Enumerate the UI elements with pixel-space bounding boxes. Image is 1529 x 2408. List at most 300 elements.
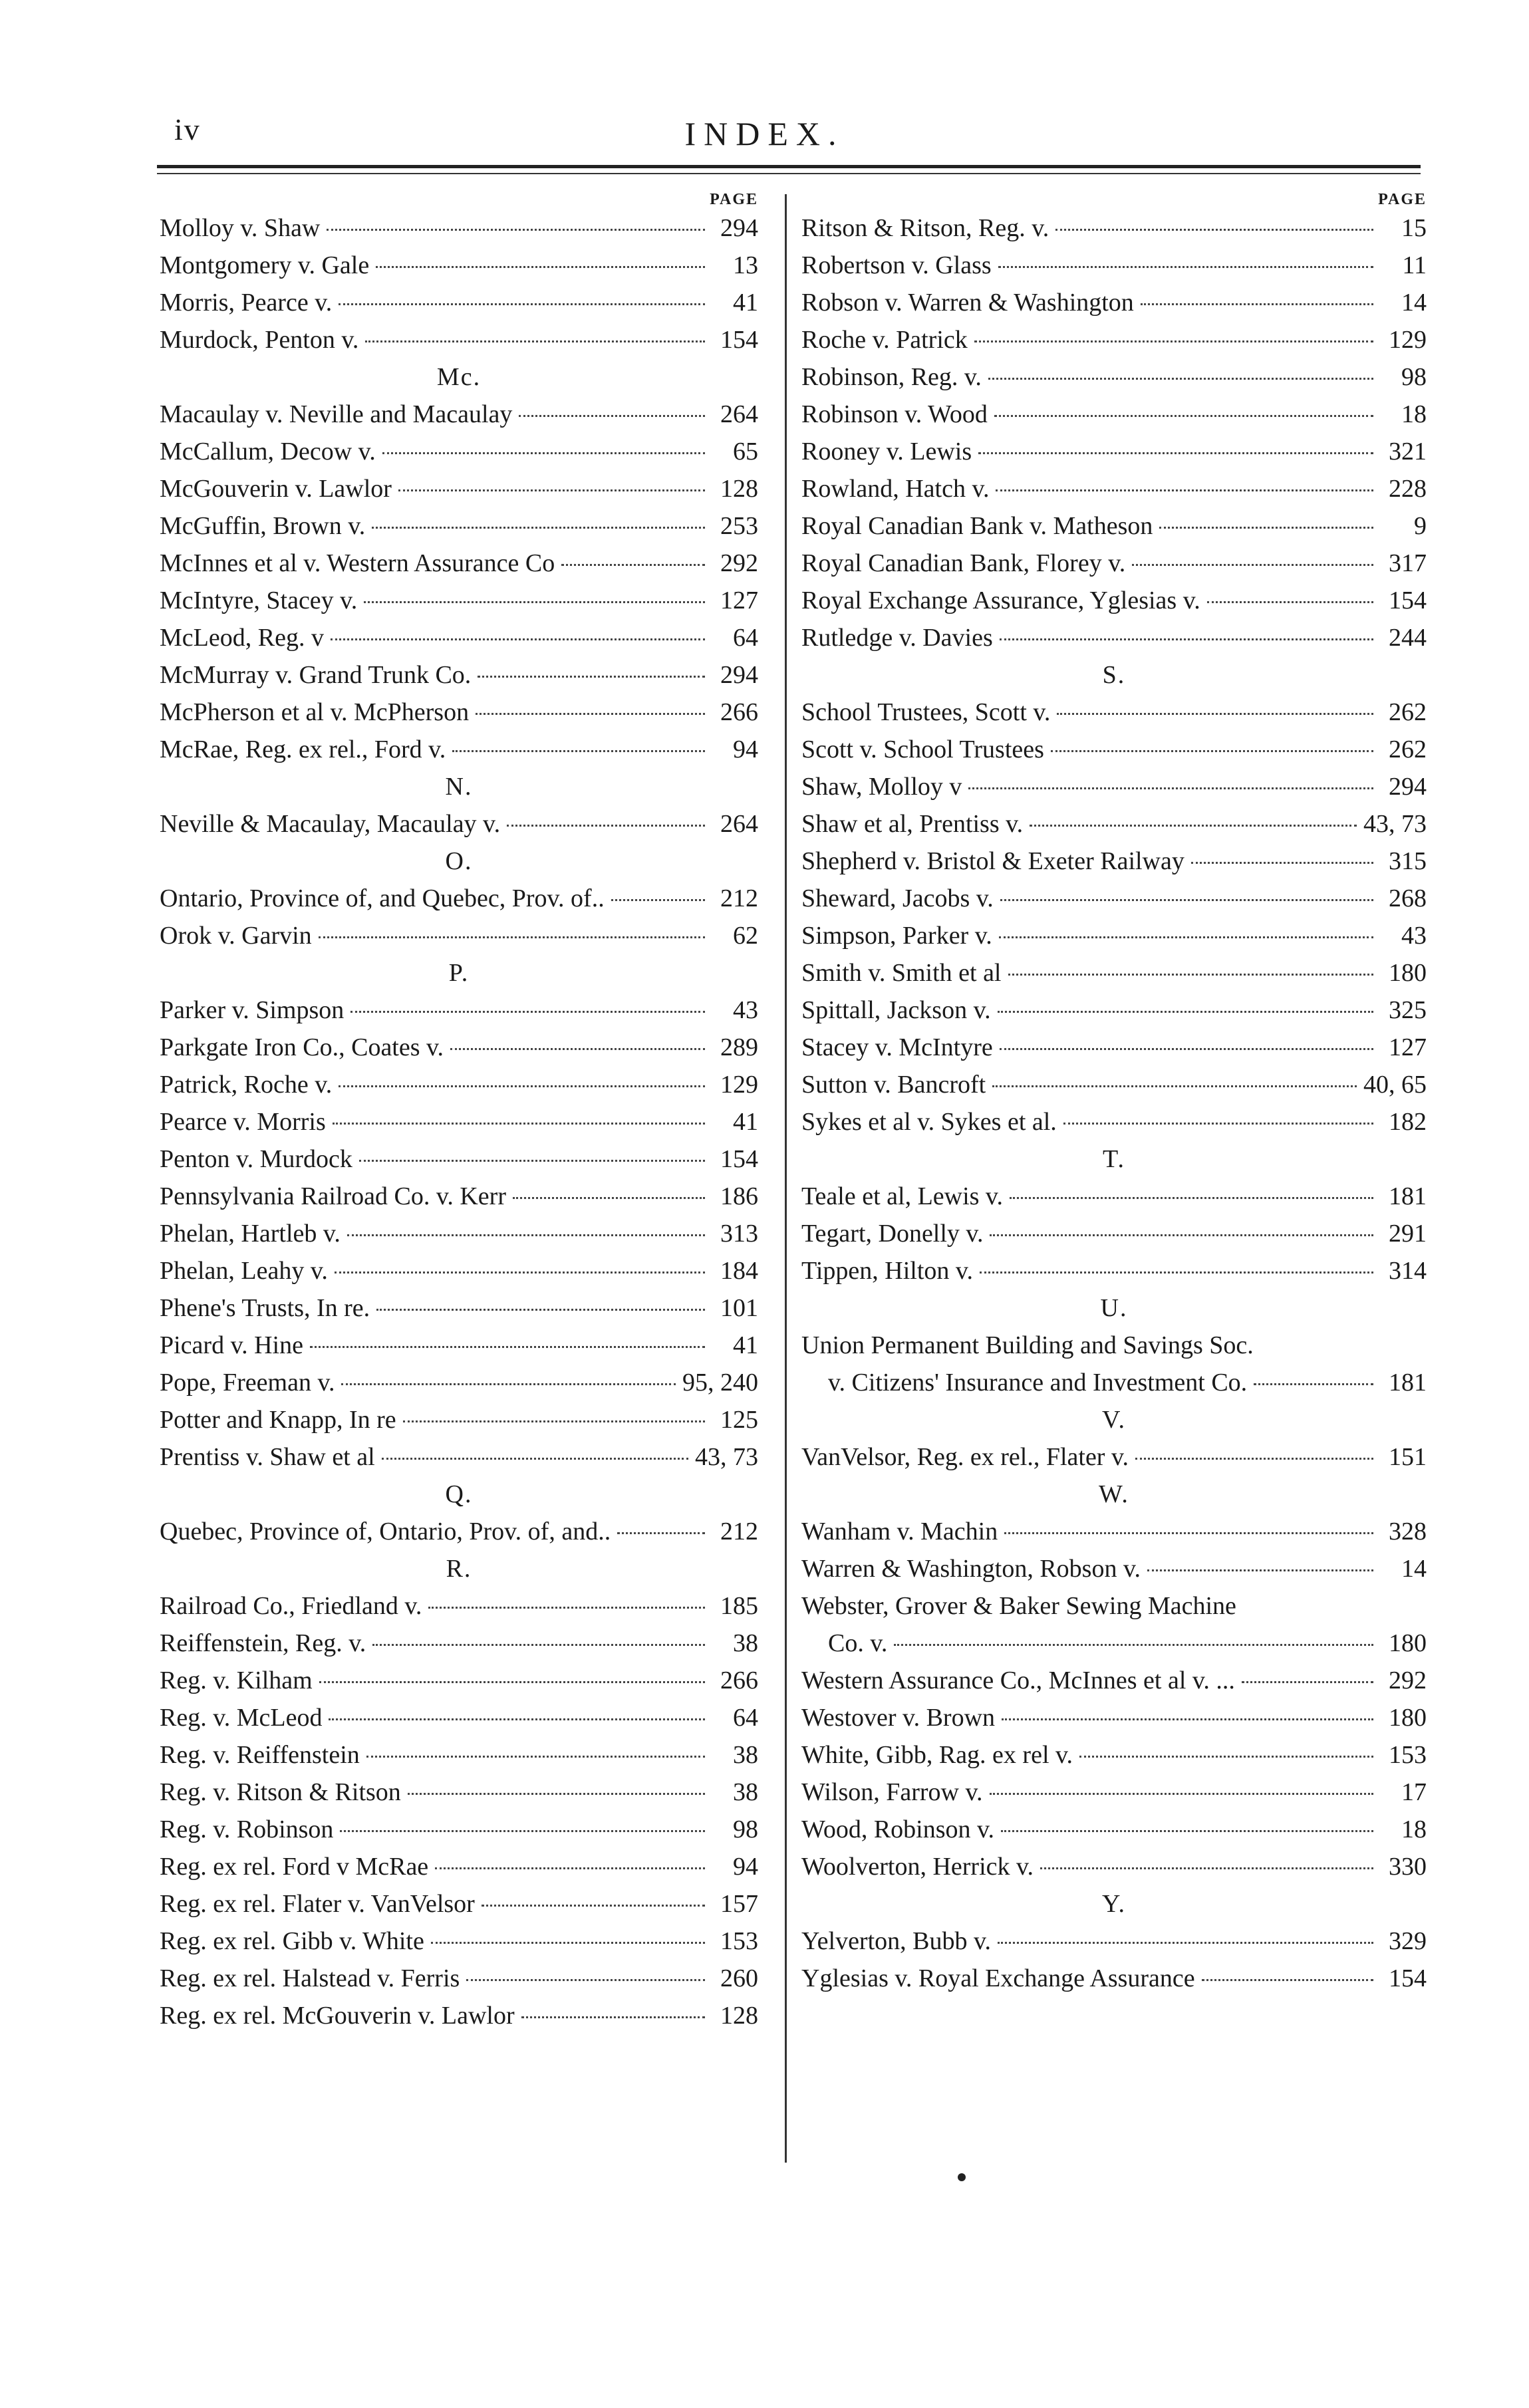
page-column-label: PAGE [710,191,758,208]
entry-page-number: 253 [720,512,758,540]
dot-leader [408,1793,705,1795]
left-index-list [160,209,758,2034]
index-entry [160,1625,758,1662]
dot-leader [376,1309,705,1311]
dot-leader [319,1681,705,1683]
index-entry [801,1252,1427,1289]
index-entry [801,917,1427,954]
entry-page-number: 157 [720,1890,758,1918]
index-entry [160,1029,758,1066]
entry-page-number: 9 [1414,512,1427,540]
dot-leader [1159,527,1373,529]
entry-case-name: Reg. ex rel. McGouverin v. Lawlor [160,2002,515,2030]
dot-leader [347,1234,705,1236]
index-entry [160,619,758,656]
dot-leader [476,713,705,715]
entry-case-name: Robinson, Reg. v. [801,363,982,391]
entry-page-number: 98 [1401,363,1427,391]
entry-case-name: Parker v. Simpson [160,996,345,1024]
entry-case-name: Railroad Co., Friedland v. [160,1592,422,1620]
dot-leader [335,1271,705,1273]
entry-case-name: Quebec, Province of, Ontario, Prov. of, and.. [160,1518,611,1545]
entry-case-name: Reg. v. Kilham [160,1667,313,1694]
entry-case-name: Reg. ex rel. Halstead v. Ferris [160,1964,460,1992]
dot-leader [452,750,705,752]
index-entry [160,1364,758,1401]
dot-leader [1132,564,1373,566]
header-rule-thick [157,165,1421,168]
dot-leader [466,1979,705,1981]
index-entry [801,1736,1427,1774]
index-entry [801,1215,1427,1252]
index-entry [160,1289,758,1327]
dot-leader [382,452,705,454]
index-entry [801,358,1427,396]
entry-case-name: Shaw, Molloy v [801,773,962,801]
entry-page-number: 94 [733,1853,758,1881]
dot-leader [382,1458,688,1460]
section-heading: S. [1102,661,1126,689]
index-entry [160,247,758,284]
entry-case-name: Roche v. Patrick [801,326,968,354]
page-title: INDEX. [684,115,845,152]
entry-page-number: 289 [720,1033,758,1061]
entry-page-number: 127 [720,587,758,614]
entry-page-number: 262 [1389,698,1427,726]
entry-case-name: Tegart, Donelly v. [801,1220,984,1248]
dot-leader [994,415,1373,417]
entry-case-name: VanVelsor, Reg. ex rel., Flater v. [801,1443,1129,1471]
dot-leader [968,787,1373,789]
entry-case-name: Shepherd v. Bristol & Exeter Railway [801,847,1184,875]
index-entry [801,1550,1427,1587]
entry-case-name: Smith v. Smith et al [801,959,1002,987]
index-entry [801,396,1427,433]
entry-case-name: Robinson v. Wood [801,400,988,428]
entry-page-number: 43 [733,996,758,1024]
entry-case-name: Pope, Freeman v. [160,1369,335,1397]
entry-case-name: Macaulay v. Neville and Macaulay [160,400,513,428]
entry-page-number: 40, 65 [1363,1071,1427,1099]
index-entry [160,1401,758,1438]
dot-leader [431,1942,705,1944]
index-entry [160,433,758,470]
index-entry [160,1327,758,1364]
index-entry [801,1811,1427,1848]
index-entry [160,694,758,731]
dot-leader [478,676,705,678]
index-entry [801,731,1427,768]
entry-case-name: Woolverton, Herrick v. [801,1853,1034,1881]
entry-case-name: Reg. ex rel. Ford v McRae [160,1853,429,1881]
index-entry [801,694,1427,731]
dot-leader [376,266,705,268]
entry-case-name: Royal Canadian Bank v. Matheson [801,512,1153,540]
entry-case-name: Royal Canadian Bank, Florey v. [801,549,1126,577]
dot-leader [1002,1718,1373,1720]
index-entry [160,880,758,917]
entry-case-name: Webster, Grover & Baker Sewing Machine [801,1592,1236,1620]
entry-page-number: 154 [1389,1964,1427,1992]
entry-page-number: 260 [720,1964,758,1992]
dot-leader [310,1346,705,1348]
entry-case-name: Sykes et al v. Sykes et al. [801,1108,1057,1136]
dot-leader [428,1607,705,1609]
dot-leader [1141,303,1373,305]
dot-leader [339,303,705,305]
dot-leader [359,1160,705,1162]
entry-case-name: McIntyre, Stacey v. [160,587,358,614]
index-entry [160,1438,758,1476]
index-entry [160,1662,758,1699]
entry-page-number: 266 [720,698,758,726]
entry-case-name: Reg. v. Reiffenstein [160,1741,360,1769]
entry-page-number: 294 [720,661,758,689]
index-entry [801,992,1427,1029]
dot-leader [365,340,705,342]
index-entry [160,656,758,694]
section-heading: Y. [1101,1890,1127,1918]
entry-case-name: Rooney v. Lewis [801,438,972,466]
dot-leader [1000,899,1373,901]
entry-page-number: 14 [1401,1555,1427,1583]
index-entry [160,992,758,1029]
dot-leader [998,1942,1373,1944]
section-heading: V. [1101,1406,1127,1434]
index-entry [160,1848,758,1885]
bullet-mark [958,2173,966,2181]
entry-page-number: 43 [1401,922,1427,950]
index-entry [160,470,758,507]
entry-page-number: 14 [1401,289,1427,317]
right-index-list [801,209,1427,1997]
index-entry [801,954,1427,992]
entry-case-name: Phelan, Hartleb v. [160,1220,341,1248]
dot-leader [372,1644,705,1646]
entry-page-number: 328 [1389,1518,1427,1545]
dot-leader [329,1718,705,1720]
entry-page-number: 184 [720,1257,758,1285]
entry-case-name: McGouverin v. Lawlor [160,475,392,503]
entry-case-name: Reg. v. McLeod [160,1704,323,1732]
section-heading: Q. [445,1480,473,1508]
entry-case-name: Neville & Macaulay, Macaulay v. [160,810,501,838]
dot-leader [331,638,705,640]
index-entry [801,768,1427,805]
entry-page-number: 325 [1389,996,1427,1024]
section-heading: W. [1099,1480,1129,1508]
page-number: iv [174,112,201,146]
index-entry [801,1178,1427,1215]
entry-case-name: School Trustees, Scott v. [801,698,1051,726]
index-entry [160,284,758,321]
dot-leader [1010,1197,1373,1199]
dot-leader [992,1085,1357,1087]
entry-case-name: Stacey v. McIntyre [801,1033,993,1061]
entry-page-number: 181 [1389,1369,1427,1397]
entry-page-number: 321 [1389,438,1427,466]
index-entry [801,582,1427,619]
entry-page-number: 38 [733,1629,758,1657]
index-entry [801,284,1427,321]
index-entry [160,507,758,545]
entry-case-name: Sheward, Jacobs v. [801,884,994,912]
entry-case-name: Simpson, Parker v. [801,922,992,950]
entry-case-name: Montgomery v. Gale [160,251,370,279]
index-entry [160,1923,758,1960]
entry-case-name: Western Assurance Co., McInnes et al v. ... [801,1667,1235,1694]
entry-page-number: 294 [1389,773,1427,801]
entry-page-number: 315 [1389,847,1427,875]
entry-case-name: Reg. ex rel. Gibb v. White [160,1927,424,1955]
entry-page-number: 128 [720,475,758,503]
entry-case-name: McRae, Reg. ex rel., Ford v. [160,736,446,763]
index-entry [801,1699,1427,1736]
entry-page-number: 43, 73 [695,1443,758,1471]
entry-case-name: Patrick, Roche v. [160,1071,333,1099]
entry-page-number: 129 [720,1071,758,1099]
dot-leader [403,1420,705,1422]
dot-leader [1063,1123,1373,1125]
section-heading: Mc. [436,363,482,391]
dot-leader [1207,601,1373,603]
index-entry [801,880,1427,917]
entry-page-number: 41 [733,1331,758,1359]
dot-leader [341,1383,676,1385]
index-entry [160,1215,758,1252]
entry-case-name: Ritson & Ritson, Reg. v. [801,214,1049,242]
dot-leader [1057,713,1373,715]
entry-page-number: 64 [733,1704,758,1732]
index-entry [160,1699,758,1736]
index-entry [160,1811,758,1848]
dot-leader [333,1123,705,1125]
entry-case-name: Shaw et al, Prentiss v. [801,810,1024,838]
dot-leader [980,1271,1373,1273]
dot-leader [327,229,705,231]
entry-case-name: Reg. ex rel. Flater v. VanVelsor [160,1890,475,1918]
entry-case-name: Penton v. Murdock [160,1145,352,1173]
dot-leader [1202,1979,1373,1981]
index-entry [801,1960,1427,1997]
entry-case-name: Union Permanent Building and Savings Soc. [801,1331,1254,1359]
entry-case-name: Orok v. Garvin [160,922,312,950]
dot-leader [340,1830,705,1832]
entry-case-name: McMurray v. Grand Trunk Co. [160,661,472,689]
entry-case-name: McPherson et al v. McPherson [160,698,470,726]
entry-page-number: 98 [733,1815,758,1843]
dot-leader [998,1011,1373,1013]
entry-page-number: 314 [1389,1257,1427,1285]
index-entry [160,917,758,954]
dot-leader [1001,1830,1373,1832]
dot-leader [1191,862,1373,864]
entry-page-number: 62 [733,922,758,950]
entry-page-number: 151 [1389,1443,1427,1471]
index-entry [160,321,758,358]
entry-case-name: Rutledge v. Davies [801,624,993,652]
entry-page-number: 228 [1389,475,1427,503]
entry-case-name: McInnes et al v. Western Assurance Co [160,549,555,577]
entry-case-name: Phene's Trusts, In re. [160,1294,370,1322]
dot-leader [521,2016,705,2018]
dot-leader [519,415,705,417]
index-entry [160,1587,758,1625]
index-entry [160,1885,758,1923]
dot-leader [507,825,705,827]
entry-page-number: 185 [720,1592,758,1620]
entry-case-name: Morris, Pearce v. [160,289,333,317]
dot-leader [435,1867,705,1869]
index-entry [801,805,1427,843]
index-entry [801,1327,1427,1364]
section-heading: R. [446,1555,472,1583]
index-entry [801,1923,1427,1960]
index-entry [801,1364,1427,1401]
entry-case-name: Reg. v. Robinson [160,1815,334,1843]
entry-case-name: McLeod, Reg. v [160,624,324,652]
dot-leader [1079,1756,1373,1758]
entry-case-name: McCallum, Decow v. [160,438,376,466]
section-heading: N. [445,773,473,801]
entry-page-number: 292 [1389,1667,1427,1694]
entry-page-number: 180 [1389,1704,1427,1732]
page-column-label: PAGE [1378,191,1427,208]
dot-leader [611,899,705,901]
entry-page-number: 94 [733,736,758,763]
entry-case-name: Sutton v. Bancroft [801,1071,986,1099]
dot-leader [999,936,1373,938]
entry-case-name: Prentiss v. Shaw et al [160,1443,375,1471]
entry-page-number: 180 [1389,959,1427,987]
entry-case-name: v. Citizens' Insurance and Investment Co. [828,1369,1248,1397]
entry-case-name: Royal Exchange Assurance, Yglesias v. [801,587,1200,614]
header-rule-thin [157,173,1421,174]
left-column [160,190,758,2034]
entry-page-number: 180 [1389,1629,1427,1657]
index-entry [160,805,758,843]
index-entry [160,1997,758,2034]
dot-leader [1051,750,1373,752]
dot-leader [978,452,1373,454]
entry-page-number: 154 [720,326,758,354]
dot-leader [1135,1458,1373,1460]
entry-case-name: Ontario, Province of, and Quebec, Prov. of.. [160,884,605,912]
entry-page-number: 41 [733,1108,758,1136]
dot-leader [990,1793,1373,1795]
entry-case-name: Phelan, Leahy v. [160,1257,328,1285]
dot-leader [350,1011,705,1013]
entry-page-number: 153 [1389,1741,1427,1769]
entry-page-number: 13 [733,251,758,279]
entry-page-number: 65 [733,438,758,466]
section-heading: U. [1100,1294,1128,1322]
entry-page-number: 17 [1401,1778,1427,1806]
entry-page-number: 266 [720,1667,758,1694]
dot-leader [482,1905,705,1907]
index-entry [801,1625,1427,1662]
entry-page-number: 181 [1389,1182,1427,1210]
entry-page-number: 11 [1402,251,1427,279]
index-entry [160,209,758,247]
entry-case-name: Teale et al, Lewis v. [801,1182,1003,1210]
index-entry [801,209,1427,247]
dot-leader [988,378,1373,380]
entry-page-number: 127 [1389,1033,1427,1061]
entry-page-number: 18 [1401,400,1427,428]
entry-case-name: Molloy v. Shaw [160,214,321,242]
entry-page-number: 329 [1389,1927,1427,1955]
index-entry [801,1848,1427,1885]
index-entry [801,1066,1427,1103]
dot-leader [339,1085,705,1087]
entry-case-name: Yelverton, Bubb v. [801,1927,992,1955]
entry-case-name: Robertson v. Glass [801,251,992,279]
entry-page-number: 129 [1389,326,1427,354]
index-entry [160,1178,758,1215]
dot-leader [1242,1681,1373,1683]
index-entry [160,1103,758,1140]
index-entry [801,545,1427,582]
index-entry [160,1140,758,1178]
entry-case-name: Yglesias v. Royal Exchange Assurance [801,1964,1195,1992]
dot-leader [1254,1383,1373,1385]
index-entry [801,1029,1427,1066]
index-entry [801,1438,1427,1476]
entry-case-name: Reg. v. Ritson & Ritson [160,1778,401,1806]
entry-case-name: Parkgate Iron Co., Coates v. [160,1033,444,1061]
dot-leader [1040,1867,1373,1869]
dot-leader [974,340,1373,342]
entry-case-name: Murdock, Penton v. [160,326,359,354]
entry-case-name: White, Gibb, Rag. ex rel v. [801,1741,1073,1769]
entry-page-number: 101 [720,1294,758,1322]
dot-leader [1147,1569,1373,1571]
entry-case-name: Wood, Robinson v. [801,1815,995,1843]
index-entry [801,843,1427,880]
index-entry [801,1774,1427,1811]
index-entry [160,1736,758,1774]
dot-leader [450,1048,705,1050]
index-entry [160,1066,758,1103]
dot-leader [617,1532,705,1534]
index-entry [801,247,1427,284]
section-heading: T. [1103,1145,1125,1173]
entry-page-number: 125 [720,1406,758,1434]
entry-case-name: Warren & Washington, Robson v. [801,1555,1141,1583]
index-entry [160,1513,758,1550]
index-entry [160,1252,758,1289]
column-divider [785,194,787,2163]
entry-page-number: 182 [1389,1108,1427,1136]
entry-case-name: Reiffenstein, Reg. v. [160,1629,366,1657]
entry-page-number: 95, 240 [682,1369,758,1397]
entry-page-number: 291 [1389,1220,1427,1248]
dot-leader [513,1197,705,1199]
entry-case-name: Picard v. Hine [160,1331,303,1359]
dot-leader [366,1756,705,1758]
index-entry [160,582,758,619]
entry-page-number: 244 [1389,624,1427,652]
entry-page-number: 128 [720,2002,758,2030]
entry-case-name: McGuffin, Brown v. [160,512,366,540]
dot-leader [1055,229,1373,231]
dot-leader [1030,825,1357,827]
dot-leader [1000,1048,1373,1050]
entry-case-name: Pearce v. Morris [160,1108,326,1136]
index-entry [801,1103,1427,1140]
entry-page-number: 264 [720,400,758,428]
